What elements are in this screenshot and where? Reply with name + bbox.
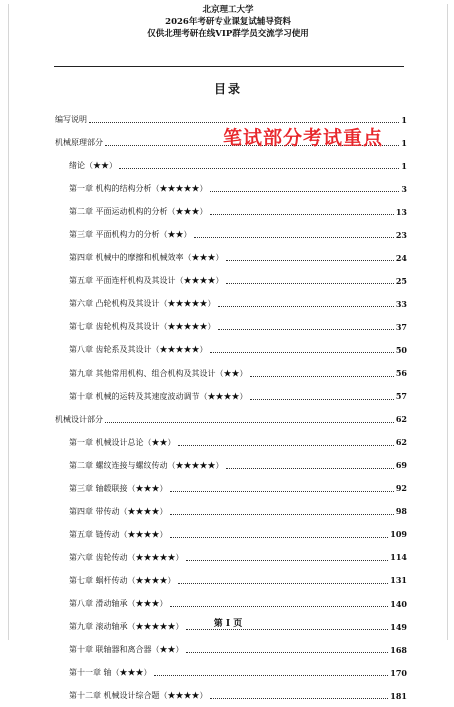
toc-entry-label: 第十章 联轴器和离合器（★★） xyxy=(69,645,184,655)
toc-leader-dots xyxy=(105,422,394,423)
toc-entry[interactable] xyxy=(55,223,407,246)
toc-entry-page: 33 xyxy=(395,298,407,309)
toc-leader-dots xyxy=(170,606,389,607)
document-page xyxy=(8,4,448,701)
toc-leader-dots xyxy=(170,514,394,515)
toc-leader-dots xyxy=(250,376,394,377)
toc-entry-page: 3 xyxy=(401,183,407,194)
toc-leader-dots xyxy=(154,675,389,676)
toc-entry[interactable] xyxy=(55,523,407,546)
toc-entry-page: 92 xyxy=(395,483,407,494)
toc-entry-label: 第八章 滑动轴承（★★★） xyxy=(69,599,168,608)
toc-leader-dots xyxy=(186,629,389,630)
toc-entry-page: 109 xyxy=(390,529,407,540)
toc-entry-page: 181 xyxy=(390,690,407,701)
toc-entry-page: 114 xyxy=(390,552,407,563)
toc-entry[interactable] xyxy=(55,661,407,684)
toc-entry-page: 131 xyxy=(390,575,407,586)
toc-leader-dots xyxy=(170,491,394,492)
toc-leader-dots xyxy=(178,583,389,584)
toc-entry[interactable] xyxy=(55,246,407,269)
toc-leader-dots xyxy=(186,560,389,561)
toc-entry-page: 168 xyxy=(390,644,407,655)
toc-entry-label: 第三章 平面机构力的分析（★★） xyxy=(69,230,192,240)
toc-entry-label: 第三章 轴毂联接（★★★） xyxy=(69,483,168,493)
toc-entry-label: 机械原理部分 xyxy=(55,138,103,148)
toc-entry-label: 第六章 凸轮机构及其设计（★★★★★） xyxy=(69,299,216,309)
toc-entry[interactable] xyxy=(55,638,407,661)
toc-entry-label: 第九章 滚动轴承（★★★★★） xyxy=(69,622,184,632)
toc-title: 目录 xyxy=(213,82,242,96)
toc-entry[interactable] xyxy=(55,154,407,177)
toc-entry[interactable] xyxy=(55,454,407,477)
toc-leader-dots xyxy=(210,214,394,215)
toc-entry-label: 第九章 其他常用机构、组合机构及其设计（★★） xyxy=(69,368,248,378)
header-divider xyxy=(54,66,404,67)
toc-leader-dots xyxy=(210,352,394,353)
toc-entry-page: 1 xyxy=(401,114,407,125)
toc-entry[interactable] xyxy=(55,385,407,408)
toc-entry-page: 140 xyxy=(390,598,407,609)
toc-entry-label: 第四章 带传动（★★★★） xyxy=(69,506,168,516)
toc-entry-label: 第六章 齿轮传动（★★★★★） xyxy=(69,552,184,562)
toc-leader-dots xyxy=(218,329,394,330)
toc-leader-dots xyxy=(226,283,394,284)
toc-entry-label: 第四章 机械中的摩擦和机械效率（★★★） xyxy=(69,253,224,263)
toc-entry-label: 第十二章 机械设计综合题（★★★★） xyxy=(69,691,208,701)
toc-leader-dots xyxy=(250,399,394,400)
toc-leader-dots xyxy=(170,537,389,538)
toc-entry[interactable] xyxy=(55,408,407,431)
toc-entry-label: 第五章 链传动（★★★★） xyxy=(69,529,168,539)
toc-entry[interactable] xyxy=(55,546,407,569)
toc-entry-page: 98 xyxy=(395,506,407,517)
toc-leader-dots xyxy=(186,652,389,653)
toc-entry-page: 24 xyxy=(395,252,407,263)
toc-entry-page: 13 xyxy=(395,206,407,217)
toc-entry[interactable] xyxy=(55,569,407,592)
toc-entry-label: 第五章 平面连杆机构及其设计（★★★★） xyxy=(69,276,224,286)
toc-entry[interactable] xyxy=(55,592,407,615)
toc-leader-dots xyxy=(119,168,399,169)
toc-entry-label: 绪论（★★） xyxy=(69,161,117,171)
toc-leader-dots xyxy=(178,445,394,446)
toc-entry-label: 第十章 机械的运转及其速度波动调节（★★★★） xyxy=(69,391,248,401)
toc-entry-page: 57 xyxy=(395,391,407,402)
toc-entry[interactable] xyxy=(55,477,407,500)
toc-entry-label: 机械设计部分 xyxy=(55,414,103,424)
toc-entry[interactable] xyxy=(55,500,407,523)
toc-leader-dots xyxy=(194,237,394,238)
toc-entry-page: 23 xyxy=(395,229,407,240)
toc-entry-label: 第十一章 轴（★★★） xyxy=(69,668,152,678)
toc-entry-page: 50 xyxy=(395,344,407,355)
toc-leader-dots xyxy=(218,306,394,307)
toc-entry-page: 69 xyxy=(395,460,407,471)
toc-entry-label: 第二章 平面运动机构的分析（★★★） xyxy=(69,207,208,217)
exam-focus-stamp: 笔试部分考试重点 xyxy=(223,127,384,149)
toc-entry-label: 第八章 齿轮系及其设计（★★★★★） xyxy=(69,345,208,355)
toc-entry-page: 1 xyxy=(401,160,407,171)
toc-entry[interactable] xyxy=(55,431,407,454)
toc-entry-page: 62 xyxy=(395,414,407,425)
toc-entry-page: 149 xyxy=(390,621,407,632)
toc-entry-page: 25 xyxy=(395,275,407,286)
header-line-university: 北京理工大学 xyxy=(202,5,254,15)
toc-entry[interactable] xyxy=(55,362,407,385)
toc-entry-label: 第七章 齿轮机构及其设计（★★★★★） xyxy=(69,322,216,332)
toc-leader-dots xyxy=(226,260,394,261)
toc-entry-label: 第一章 机构的结构分析（★★★★★） xyxy=(69,184,208,194)
toc-entry-label: 编写说明 xyxy=(55,115,87,125)
toc-entry[interactable] xyxy=(55,338,407,361)
header-line-material: 2026年考研专业课复试辅导资料 xyxy=(165,17,291,27)
page-number-footer: 第 I 页 xyxy=(213,619,243,629)
toc-entry[interactable] xyxy=(55,177,407,200)
toc-entry-page: 56 xyxy=(395,368,407,379)
toc-leader-dots xyxy=(210,191,400,192)
page-header xyxy=(9,4,447,40)
toc-entry[interactable] xyxy=(55,269,407,292)
toc-entry-page: 37 xyxy=(395,321,407,332)
toc-entry[interactable] xyxy=(55,200,407,223)
toc-entry-label: 第一章 机械设计总论（★★） xyxy=(69,437,176,447)
toc-entry-page: 62 xyxy=(395,437,407,448)
toc-entry[interactable] xyxy=(55,292,407,315)
toc-leader-dots xyxy=(226,468,394,469)
toc-entry-page: 170 xyxy=(390,667,407,678)
toc-entry[interactable] xyxy=(55,684,407,707)
toc-entry-label: 第七章 蜗杆传动（★★★★） xyxy=(69,575,176,585)
toc-leader-dots xyxy=(210,698,389,699)
header-line-usage: 仅供北理考研在线VIP群学员交流学习使用 xyxy=(147,29,309,39)
toc-entry-page: 1 xyxy=(401,137,407,148)
toc-entry[interactable] xyxy=(55,315,407,338)
toc-entry-label: 第二章 螺纹连接与螺纹传动（★★★★★） xyxy=(69,460,224,470)
